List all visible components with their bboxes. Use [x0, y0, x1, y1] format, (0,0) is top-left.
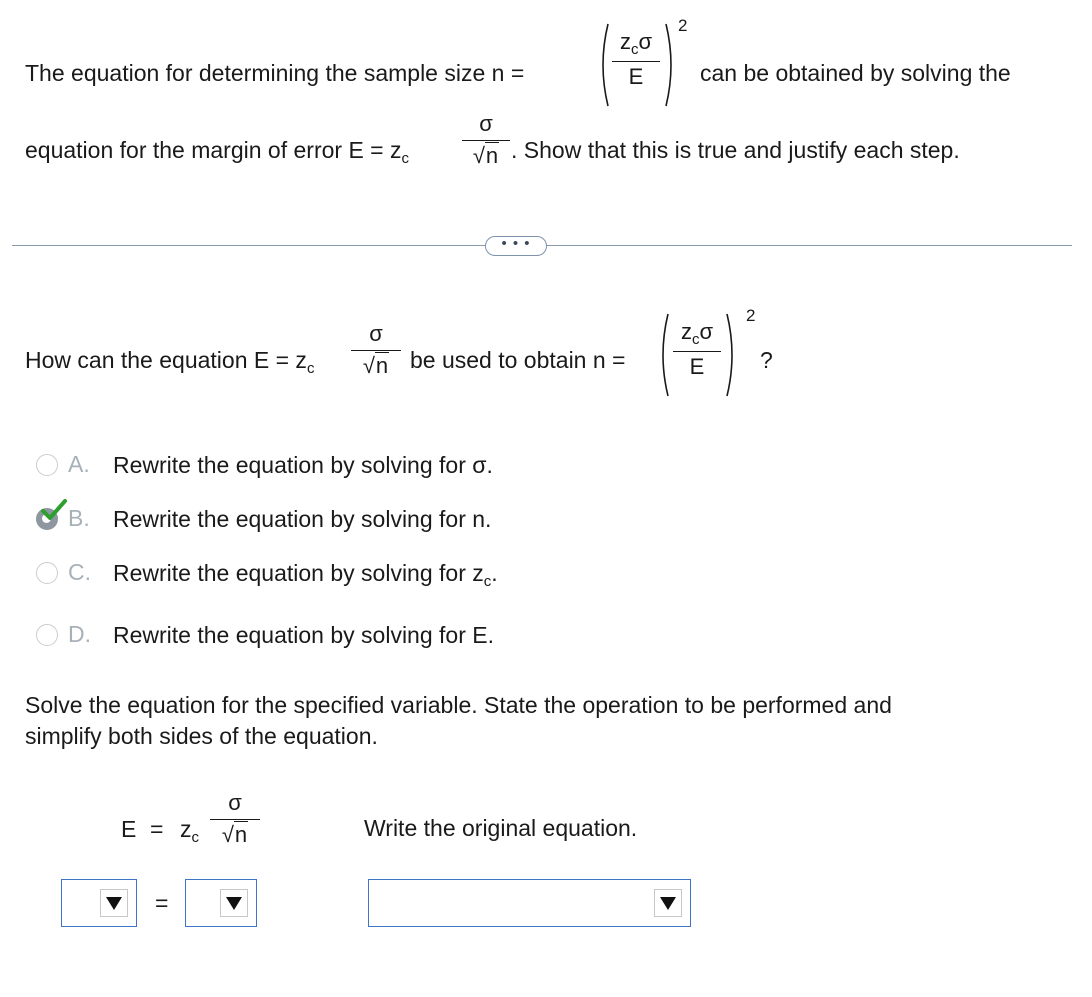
exponent: 2 — [678, 16, 688, 35]
sample-size-fraction: $z_c\sigma$ E — [612, 30, 660, 89]
prompt-target-fraction: $z_c\sigma$ E — [673, 320, 721, 379]
radio-c[interactable] — [36, 562, 58, 584]
option-letter: D. — [68, 621, 91, 647]
option-label: Rewrite the equation by solving for E. — [113, 622, 494, 648]
equation-fraction: σ √n — [210, 791, 260, 847]
dropdown-left[interactable] — [61, 879, 137, 927]
dropdown-reason[interactable] — [368, 879, 691, 927]
option-letter: A. — [68, 451, 90, 477]
margin-error-fraction: σ √n — [462, 112, 510, 168]
equation-equals: = — [150, 816, 164, 842]
fraction-paren-right — [664, 22, 678, 108]
part1-prompt: How can the equation $E = z_c$ — [25, 347, 315, 377]
dropdown-right[interactable] — [185, 879, 257, 927]
dropdown-arrow-icon[interactable] — [220, 889, 248, 917]
fraction-paren-left — [596, 22, 610, 108]
answer-equals: = — [155, 890, 169, 916]
instructions-line1: Solve the equation for the specified variable. State the operation to be performed and — [25, 692, 892, 718]
step-note: Write the original equation. — [364, 815, 638, 841]
option-letter: B. — [68, 505, 90, 531]
dropdown-arrow-icon[interactable] — [654, 889, 682, 917]
intro-text: The equation for determining the sample size n = — [25, 60, 525, 86]
equation-lhs: E — [121, 816, 137, 842]
dropdown-arrow-icon[interactable] — [100, 889, 128, 917]
prompt-paren-right — [725, 312, 739, 398]
prompt-question-mark: ? — [760, 347, 773, 373]
equation-rhs: $z_c$ — [180, 816, 199, 846]
prompt-fraction: σ √n — [351, 322, 401, 378]
margin-of-error-text: equation for the margin of error $E = z_c$ — [25, 137, 410, 167]
more-button[interactable]: • • • — [485, 236, 547, 256]
prompt-paren-left — [656, 312, 670, 398]
instructions-line2: simplify both sides of the equation. — [25, 723, 378, 749]
justify-text: . Show that this is true and justify each step. — [511, 137, 960, 163]
intro-text-suffix: can be obtained by solving the — [700, 60, 1011, 86]
option-label: Rewrite the equation by solving for $z_c$. — [113, 560, 498, 590]
checkmark-icon — [40, 498, 68, 522]
radio-a[interactable] — [36, 454, 58, 476]
part1-prompt-middle: be used to obtain n = — [410, 347, 626, 373]
option-label: Rewrite the equation by solving for n. — [113, 506, 492, 532]
prompt-exponent: 2 — [746, 306, 756, 325]
option-label: Rewrite the equation by solving for σ. — [113, 452, 493, 478]
radio-d[interactable] — [36, 624, 58, 646]
option-letter: C. — [68, 559, 91, 585]
